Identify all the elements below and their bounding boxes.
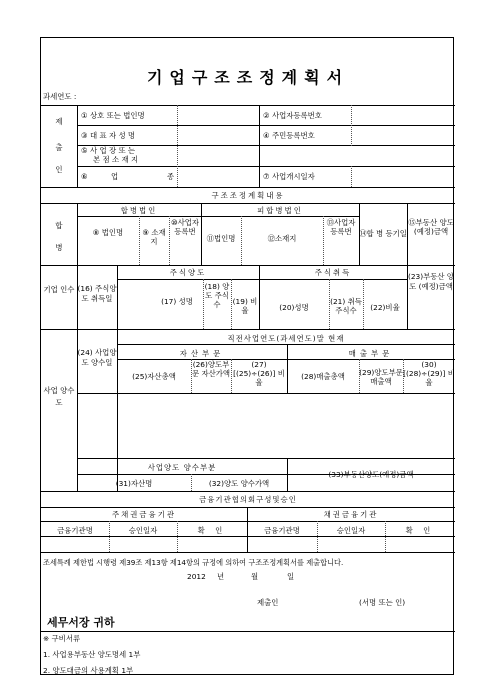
confirm: 확 인 [197, 526, 227, 535]
attach-title: ※ 구비서류 [43, 634, 81, 643]
col-14: ⑭합 병 등기일 [359, 229, 407, 238]
recipient: 세무서장 귀하 [47, 616, 115, 629]
statement: 조세특례 제한법 시행령 제39조 제13항 제14항의 규정에 의하여 구조조정계획서를 제출합니다. [43, 558, 344, 567]
col-10: ⑩사업자 등록번 [170, 218, 200, 236]
approval-date-2: 승인일자 [336, 526, 366, 535]
sales-header: 매출부문 [348, 349, 394, 358]
fi-name: 금융기관명 [57, 526, 93, 535]
col-21: (21) 취득주식수 [330, 297, 362, 315]
field-rep-name: ③ 대 표 자 성 명 [81, 131, 136, 140]
creditor-header: 주채권금융기관 [112, 510, 176, 519]
attach-2: 2. 양도대금의 사용계획 1부 [43, 666, 134, 675]
field-reg-no: ② 사업자등록번호 [263, 111, 322, 120]
submitter-label: 제출인 [257, 598, 279, 607]
col-17: (17) 성명 [161, 297, 193, 306]
merger-target-header: 피합병법인 [257, 206, 303, 215]
submitter-side-label: 제 출 인 [55, 117, 63, 174]
col-33: (33)부동산양도(예정)금액 [328, 470, 414, 479]
col-18: (18) 양도 주식수 [204, 282, 230, 309]
field-resident-no: ④ 주민등록번호 [263, 131, 315, 140]
col-28: (28)매출총액 [301, 372, 345, 381]
col-31: (31)자산명 [115, 479, 153, 488]
approval-date: 승인일자 [128, 526, 158, 535]
acq-side-label: 기업 인수 [43, 285, 75, 294]
col-32: (32)양도 양수가액 [208, 479, 270, 488]
col-29: (29)양도부문 매출액 [359, 368, 403, 386]
col-13: ⑬사업자 등록번 [326, 218, 356, 236]
col-24: (24) 사업양도 양수일 [77, 348, 117, 367]
merger-side-label: 합 병 [55, 221, 63, 252]
confirm-2: 확 인 [405, 526, 435, 535]
transfer-period: 직전사업연도(과세연도)말 현재 [227, 334, 345, 343]
acq-acquire-header: 주식취득 [314, 268, 352, 277]
col-16: (16) 주식양도 취득일 [77, 284, 117, 303]
finance-section-title: 금융기관협의회구성및승인 [199, 495, 297, 504]
transfer-side-label: 사업 양수도 [43, 386, 75, 407]
form-title: 기업구조조정계획서 [146, 68, 350, 87]
attach-1: 1. 사업용부동산 양도명세 1부 [43, 650, 141, 659]
col-20: (20)성명 [279, 303, 309, 312]
bond-header: 채권금융기관 [323, 510, 379, 519]
transferee-header: 사업양도 양수부분 [147, 463, 217, 472]
tax-year-label: 과세연도 : [43, 92, 77, 101]
col-22: (22)비율 [370, 303, 400, 312]
field-business-b: 종 [167, 172, 175, 181]
col-9: ⑨ 소재지 [142, 228, 166, 246]
col-23: (23)부동산 양도 (예정)금액 [407, 272, 455, 291]
field-start-date: ⑦ 사업개시일자 [263, 172, 315, 181]
assets-header: 자산부문 [179, 349, 225, 358]
col-26: (26)양도부문 자산가액 [191, 360, 231, 378]
field-company-name: ① 상호 또는 법인명 [81, 111, 145, 120]
month-unit: 월 [251, 572, 259, 581]
col-25: (25)자산총액 [132, 372, 176, 381]
rule [41, 105, 455, 106]
rule [77, 105, 78, 187]
col-19: (19) 비율 [232, 297, 258, 315]
col-12: ⑫소재지 [267, 234, 297, 243]
col-27: (27) [(25)÷(26)] 비율 [233, 360, 285, 387]
plan-section-title: 구조조정계획내용 [211, 191, 285, 200]
field-business-num: ⑥ [81, 172, 88, 181]
col-30: (30) [(28)÷(29)] 비율 [403, 360, 455, 387]
field-hq-address-2: 본 점 소 재 지 [93, 155, 139, 164]
col-8: ⑧ 법인명 [92, 228, 124, 237]
fi-name-2: 금융기관명 [264, 526, 300, 535]
sign-label: (서명 또는 인) [359, 598, 406, 607]
year: 2012 [187, 572, 206, 581]
col-15: ⑮부동산 양도 (예정)금액 [408, 218, 454, 236]
field-hq-address-1: ⑤ 사 업 장 또 는 [81, 146, 136, 155]
year-unit: 년 [217, 572, 225, 581]
merger-acquirer-header: 합병법인 [120, 206, 158, 215]
field-business-a: 업 [111, 172, 119, 181]
form-page [40, 37, 454, 675]
day-unit: 일 [287, 572, 295, 581]
col-11: ⑪법인명 [206, 234, 236, 243]
acq-transfer-header: 주식양도 [169, 268, 207, 277]
